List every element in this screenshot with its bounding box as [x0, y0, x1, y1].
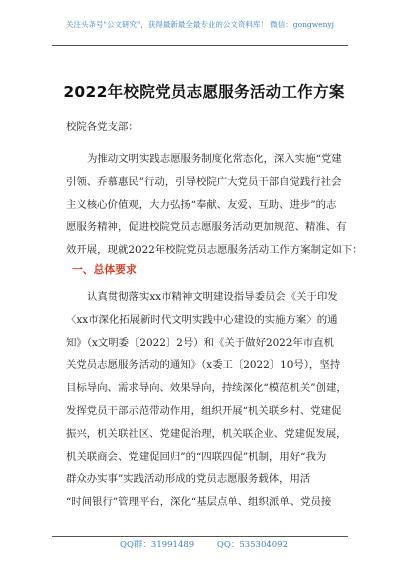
document-title: 2022年校院党员志愿服务活动工作方案	[63, 83, 345, 101]
paragraph-line: 关党员志愿服务活动的通知》（x委工〔2022〕10号），坚持	[66, 359, 341, 372]
paragraph-line: 认真贯彻落实xx市精神文明建设指导委员会《关于印发	[87, 291, 338, 303]
paragraph-line: 振兴，机关联社区、党建促治理，机关联企业、党建促发展，	[66, 427, 347, 440]
paragraph-intro	[66, 148, 366, 262]
footer-qq: QQ：535304092	[216, 540, 288, 550]
paragraph-line: 目标导向、需求导向、效果导向，持续深化“模范机关”创建，	[66, 382, 347, 395]
salutation	[66, 116, 366, 139]
paragraph-line: 群众办实事”实践活动形成的党员志愿服务载体，用活	[66, 473, 311, 486]
paragraph-requirements	[66, 286, 366, 514]
paragraph-line: 引领、乔慕惠民”行动，引导校院广大党员干部自觉践行社会	[66, 175, 342, 188]
salutation-text: 校院各党支部：	[66, 121, 139, 133]
paragraph-line: 愿服务精神，促进校院党员志愿服务活动更加规范、精准、有	[66, 221, 347, 234]
paragraph-line: 知》（x文明委〔2022〕2号）和《关于做好2022年市直机	[66, 336, 334, 349]
footer-divider	[52, 536, 348, 537]
section-heading: 一、总体要求	[72, 263, 137, 276]
header-banner: 关注头条号"公文研究"，获得最新最全最专业的公文资料库！ 微信：gongwenyj	[66, 20, 334, 29]
paragraph-line: 为推动文明实践志愿服务制度化常态化，深入实施“党建	[87, 153, 342, 165]
footer	[0, 538, 408, 552]
paragraph-line: 效开展，现就2022年校院党员志愿服务活动工作方案制定如下：	[66, 244, 363, 257]
footer-qq-group: QQ群：31991489	[119, 540, 195, 550]
paragraph-line: 主义核心价值观，大力弘扬“奉献、友爱、互助、进步”的志	[66, 198, 337, 211]
header-divider	[52, 45, 348, 46]
paragraph-line: 〈xx市深化拓展新时代文明实践中心建设的实施方案〉的通	[66, 313, 338, 326]
paragraph-line: 发挥党员干部示范带动作用，组织开展“机关联乡村、党建促	[66, 404, 342, 417]
paragraph-line: “时间银行”管理平台，深化“基层点单、组织派单、党员接	[66, 496, 332, 509]
paragraph-line: 机关联商会、党建促回归”的“四联四促”机制，用好“我为	[66, 450, 327, 463]
